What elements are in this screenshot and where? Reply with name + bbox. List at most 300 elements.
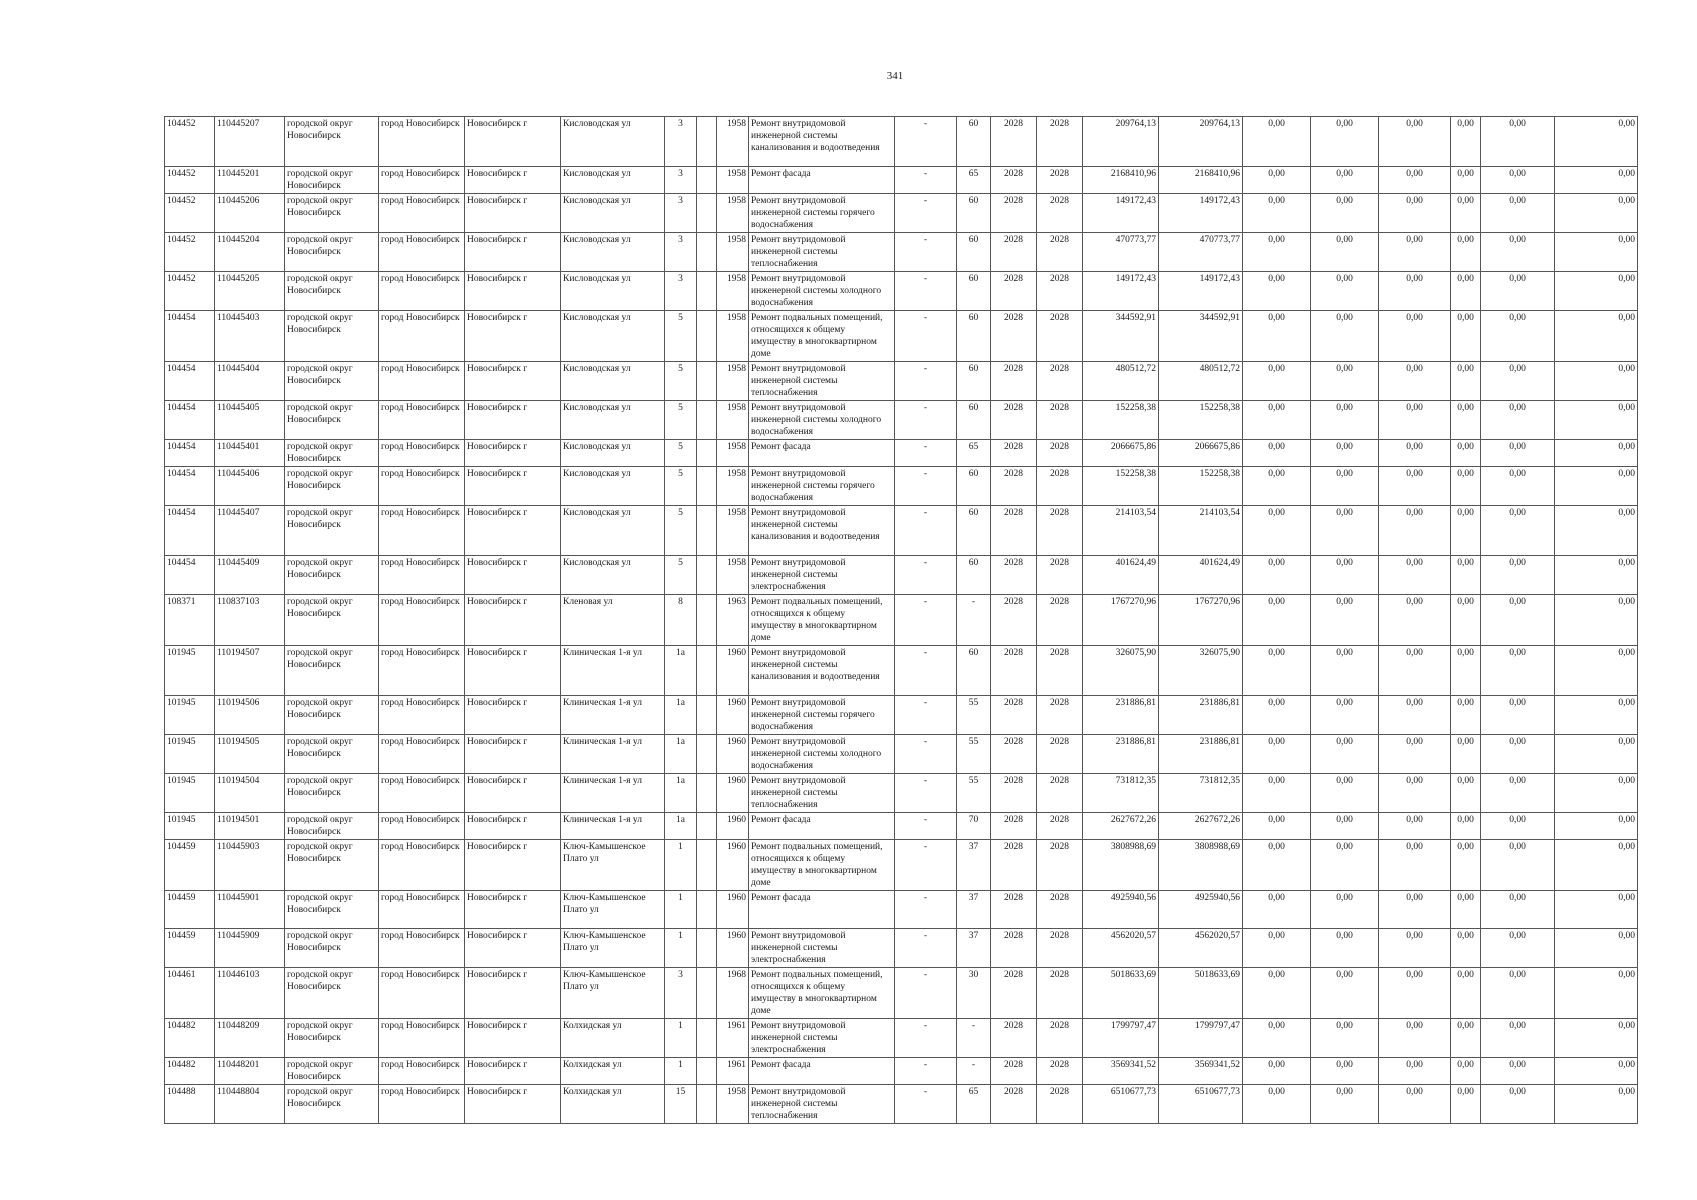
table-row xyxy=(165,813,1638,840)
cell-cost-total: 3808988,69 xyxy=(1083,840,1159,891)
cell-work-id: 110445201 xyxy=(215,167,285,194)
cell-cost-total: 401624,49 xyxy=(1083,556,1159,595)
cell-house-id: 104452 xyxy=(165,272,215,311)
table-row xyxy=(165,774,1638,813)
cell-cost-col-17: 0,00 xyxy=(1243,735,1311,774)
cell-work-id: 110445401 xyxy=(215,440,285,467)
cell-cost-col-19: 0,00 xyxy=(1379,891,1451,929)
cell-cost-col-18: 0,00 xyxy=(1311,440,1379,467)
cell-plan-year-to: 2028 xyxy=(1037,401,1083,440)
cell-cost-col-22: 0,00 xyxy=(1555,968,1638,1019)
cell-municipality: городской округ Новосибирск xyxy=(285,840,379,891)
cell-cost-col-22: 0,00 xyxy=(1555,1019,1638,1058)
cell-plan-year-to: 2028 xyxy=(1037,929,1083,968)
cell-cost-col-22: 0,00 xyxy=(1555,840,1638,891)
cell-col-11: - xyxy=(895,968,957,1019)
cell-building xyxy=(697,595,717,646)
cell-cost-col-21: 0,00 xyxy=(1481,1058,1555,1085)
cell-cost-fund: 480512,72 xyxy=(1159,362,1243,401)
cell-settlement: город Новосибирск xyxy=(379,194,465,233)
cell-municipality: городской округ Новосибирск xyxy=(285,272,379,311)
cell-year-built: 1961 xyxy=(717,1019,749,1058)
cell-settlement: город Новосибирск xyxy=(379,1019,465,1058)
cell-house-id: 104452 xyxy=(165,233,215,272)
cell-house-number: 1 xyxy=(665,1019,697,1058)
cell-plan-year-to: 2028 xyxy=(1037,467,1083,506)
cell-city: Новосибирск г xyxy=(465,311,561,362)
cell-work-type: Ремонт фасада xyxy=(749,440,895,467)
table-row xyxy=(165,311,1638,362)
cell-year-built: 1958 xyxy=(717,117,749,167)
cell-cost-col-17: 0,00 xyxy=(1243,233,1311,272)
cell-col-11: - xyxy=(895,735,957,774)
cell-cost-col-17: 0,00 xyxy=(1243,401,1311,440)
cell-city: Новосибирск г xyxy=(465,440,561,467)
cell-cost-total: 152258,38 xyxy=(1083,467,1159,506)
cell-settlement: город Новосибирск xyxy=(379,167,465,194)
table-row xyxy=(165,440,1638,467)
cell-year-built: 1960 xyxy=(717,813,749,840)
cell-city: Новосибирск г xyxy=(465,595,561,646)
table-row xyxy=(165,167,1638,194)
cell-cost-total: 149172,43 xyxy=(1083,194,1159,233)
cell-wear-percent: 60 xyxy=(957,646,991,696)
cell-plan-year-from: 2028 xyxy=(991,595,1037,646)
cell-year-built: 1958 xyxy=(717,272,749,311)
cell-cost-col-21: 0,00 xyxy=(1481,968,1555,1019)
cell-wear-percent: - xyxy=(957,1019,991,1058)
cell-cost-fund: 6510677,73 xyxy=(1159,1085,1243,1124)
cell-year-built: 1958 xyxy=(717,467,749,506)
cell-cost-col-20: 0,00 xyxy=(1451,117,1481,167)
cell-wear-percent: 55 xyxy=(957,696,991,735)
cell-cost-col-21: 0,00 xyxy=(1481,595,1555,646)
cell-municipality: городской округ Новосибирск xyxy=(285,167,379,194)
cell-year-built: 1958 xyxy=(717,233,749,272)
cell-wear-percent: 60 xyxy=(957,401,991,440)
cell-wear-percent: 60 xyxy=(957,467,991,506)
cell-cost-fund: 231886,81 xyxy=(1159,696,1243,735)
cell-cost-fund: 214103,54 xyxy=(1159,506,1243,556)
cell-municipality: городской округ Новосибирск xyxy=(285,556,379,595)
cell-col-11: - xyxy=(895,272,957,311)
table-row xyxy=(165,117,1638,167)
table-row xyxy=(165,1019,1638,1058)
cell-settlement: город Новосибирск xyxy=(379,272,465,311)
cell-cost-col-18: 0,00 xyxy=(1311,556,1379,595)
cell-cost-fund: 326075,90 xyxy=(1159,646,1243,696)
cell-cost-col-19: 0,00 xyxy=(1379,813,1451,840)
cell-municipality: городской округ Новосибирск xyxy=(285,968,379,1019)
cell-cost-col-19: 0,00 xyxy=(1379,272,1451,311)
cell-cost-col-17: 0,00 xyxy=(1243,362,1311,401)
cell-plan-year-from: 2028 xyxy=(991,1019,1037,1058)
cell-city: Новосибирск г xyxy=(465,117,561,167)
cell-plan-year-to: 2028 xyxy=(1037,595,1083,646)
table-row xyxy=(165,735,1638,774)
cell-city: Новосибирск г xyxy=(465,1085,561,1124)
cell-col-11: - xyxy=(895,929,957,968)
cell-cost-col-18: 0,00 xyxy=(1311,272,1379,311)
cell-cost-col-18: 0,00 xyxy=(1311,595,1379,646)
cell-street: Колхидская ул xyxy=(561,1085,665,1124)
cell-street: Кисловодская ул xyxy=(561,272,665,311)
cell-cost-col-18: 0,00 xyxy=(1311,1085,1379,1124)
cell-cost-col-22: 0,00 xyxy=(1555,506,1638,556)
cell-building xyxy=(697,891,717,929)
cell-cost-col-21: 0,00 xyxy=(1481,311,1555,362)
cell-cost-col-18: 0,00 xyxy=(1311,929,1379,968)
cell-municipality: городской округ Новосибирск xyxy=(285,401,379,440)
cell-municipality: городской округ Новосибирск xyxy=(285,467,379,506)
cell-work-type: Ремонт внутридомовой инженерной системы электроснабжения xyxy=(749,556,895,595)
cell-street: Ключ-Камышенское Плато ул xyxy=(561,840,665,891)
cell-work-type: Ремонт подвальных помещений, относящихся к общему имуществу в многоквартирном доме xyxy=(749,840,895,891)
cell-col-11: - xyxy=(895,117,957,167)
cell-wear-percent: 65 xyxy=(957,1085,991,1124)
cell-wear-percent: 55 xyxy=(957,735,991,774)
cell-house-number: 3 xyxy=(665,117,697,167)
table-row xyxy=(165,401,1638,440)
cell-cost-total: 209764,13 xyxy=(1083,117,1159,167)
cell-cost-col-18: 0,00 xyxy=(1311,467,1379,506)
cell-city: Новосибирск г xyxy=(465,891,561,929)
cell-work-type: Ремонт внутридомовой инженерной системы теплоснабжения xyxy=(749,362,895,401)
cell-cost-col-22: 0,00 xyxy=(1555,311,1638,362)
page-number: 341 xyxy=(886,70,904,82)
cell-work-id: 110448804 xyxy=(215,1085,285,1124)
cell-cost-col-17: 0,00 xyxy=(1243,440,1311,467)
cell-work-type: Ремонт фасада xyxy=(749,813,895,840)
cell-municipality: городской округ Новосибирск xyxy=(285,440,379,467)
cell-work-id: 110448209 xyxy=(215,1019,285,1058)
cell-work-id: 110194506 xyxy=(215,696,285,735)
cell-street: Клиническая 1-я ул xyxy=(561,646,665,696)
cell-cost-col-18: 0,00 xyxy=(1311,506,1379,556)
cell-municipality: городской округ Новосибирск xyxy=(285,813,379,840)
cell-house-id: 101945 xyxy=(165,646,215,696)
cell-work-id: 110448201 xyxy=(215,1058,285,1085)
cell-year-built: 1958 xyxy=(717,194,749,233)
cell-street: Кисловодская ул xyxy=(561,167,665,194)
cell-cost-col-22: 0,00 xyxy=(1555,646,1638,696)
cell-cost-col-17: 0,00 xyxy=(1243,1058,1311,1085)
cell-cost-col-22: 0,00 xyxy=(1555,556,1638,595)
cell-cost-col-20: 0,00 xyxy=(1451,696,1481,735)
cell-settlement: город Новосибирск xyxy=(379,813,465,840)
table-row xyxy=(165,556,1638,595)
cell-col-11: - xyxy=(895,556,957,595)
cell-plan-year-from: 2028 xyxy=(991,233,1037,272)
cell-cost-col-22: 0,00 xyxy=(1555,440,1638,467)
cell-cost-col-21: 0,00 xyxy=(1481,506,1555,556)
cell-building xyxy=(697,774,717,813)
table-row xyxy=(165,595,1638,646)
cell-municipality: городской округ Новосибирск xyxy=(285,117,379,167)
cell-city: Новосибирск г xyxy=(465,1019,561,1058)
cell-cost-col-18: 0,00 xyxy=(1311,167,1379,194)
cell-cost-fund: 344592,91 xyxy=(1159,311,1243,362)
cell-house-number: 1а xyxy=(665,813,697,840)
cell-cost-col-20: 0,00 xyxy=(1451,401,1481,440)
cell-cost-total: 2627672,26 xyxy=(1083,813,1159,840)
cell-street: Кисловодская ул xyxy=(561,506,665,556)
cell-settlement: город Новосибирск xyxy=(379,735,465,774)
cell-cost-total: 152258,38 xyxy=(1083,401,1159,440)
cell-cost-total: 6510677,73 xyxy=(1083,1085,1159,1124)
cell-house-id: 104454 xyxy=(165,556,215,595)
cell-cost-col-20: 0,00 xyxy=(1451,968,1481,1019)
table-row xyxy=(165,272,1638,311)
cell-plan-year-from: 2028 xyxy=(991,646,1037,696)
cell-cost-fund: 401624,49 xyxy=(1159,556,1243,595)
cell-street: Кисловодская ул xyxy=(561,311,665,362)
cell-work-type: Ремонт внутридомовой инженерной системы канализования и водоотведения xyxy=(749,117,895,167)
cell-cost-col-20: 0,00 xyxy=(1451,1058,1481,1085)
cell-work-id: 110445409 xyxy=(215,556,285,595)
cell-cost-col-20: 0,00 xyxy=(1451,774,1481,813)
cell-work-id: 110194507 xyxy=(215,646,285,696)
cell-settlement: город Новосибирск xyxy=(379,362,465,401)
cell-cost-col-18: 0,00 xyxy=(1311,813,1379,840)
cell-work-type: Ремонт внутридомовой инженерной системы теплоснабжения xyxy=(749,774,895,813)
cell-building xyxy=(697,362,717,401)
cell-house-number: 1 xyxy=(665,1058,697,1085)
cell-wear-percent: 60 xyxy=(957,233,991,272)
cell-house-id: 104459 xyxy=(165,840,215,891)
cell-house-number: 5 xyxy=(665,362,697,401)
cell-street: Кисловодская ул xyxy=(561,117,665,167)
cell-col-11: - xyxy=(895,401,957,440)
cell-city: Новосибирск г xyxy=(465,556,561,595)
cell-work-id: 110445206 xyxy=(215,194,285,233)
cell-cost-col-19: 0,00 xyxy=(1379,311,1451,362)
cell-cost-fund: 3808988,69 xyxy=(1159,840,1243,891)
cell-cost-fund: 2066675,86 xyxy=(1159,440,1243,467)
cell-building xyxy=(697,401,717,440)
cell-cost-col-20: 0,00 xyxy=(1451,272,1481,311)
cell-cost-col-17: 0,00 xyxy=(1243,840,1311,891)
cell-cost-col-17: 0,00 xyxy=(1243,646,1311,696)
cell-plan-year-to: 2028 xyxy=(1037,696,1083,735)
cell-cost-total: 231886,81 xyxy=(1083,696,1159,735)
cell-settlement: город Новосибирск xyxy=(379,467,465,506)
cell-cost-total: 1767270,96 xyxy=(1083,595,1159,646)
cell-plan-year-from: 2028 xyxy=(991,891,1037,929)
cell-house-number: 1а xyxy=(665,696,697,735)
cell-cost-col-19: 0,00 xyxy=(1379,556,1451,595)
cell-municipality: городской округ Новосибирск xyxy=(285,774,379,813)
cell-building xyxy=(697,167,717,194)
cell-municipality: городской округ Новосибирск xyxy=(285,194,379,233)
cell-plan-year-to: 2028 xyxy=(1037,117,1083,167)
cell-municipality: городской округ Новосибирск xyxy=(285,595,379,646)
cell-col-11: - xyxy=(895,646,957,696)
cell-work-id: 110445407 xyxy=(215,506,285,556)
cell-street: Кисловодская ул xyxy=(561,401,665,440)
cell-plan-year-to: 2028 xyxy=(1037,1085,1083,1124)
cell-cost-total: 470773,77 xyxy=(1083,233,1159,272)
cell-plan-year-from: 2028 xyxy=(991,506,1037,556)
cell-city: Новосибирск г xyxy=(465,696,561,735)
cell-house-id: 104454 xyxy=(165,440,215,467)
cell-cost-col-22: 0,00 xyxy=(1555,272,1638,311)
cell-house-id: 104454 xyxy=(165,362,215,401)
cell-house-id: 101945 xyxy=(165,696,215,735)
cell-cost-col-18: 0,00 xyxy=(1311,1019,1379,1058)
cell-plan-year-to: 2028 xyxy=(1037,311,1083,362)
cell-cost-col-21: 0,00 xyxy=(1481,929,1555,968)
cell-cost-col-20: 0,00 xyxy=(1451,646,1481,696)
cell-municipality: городской округ Новосибирск xyxy=(285,646,379,696)
cell-work-type: Ремонт внутридомовой инженерной системы холодного водоснабжения xyxy=(749,735,895,774)
cell-house-id: 104488 xyxy=(165,1085,215,1124)
cell-house-number: 1 xyxy=(665,840,697,891)
cell-house-number: 3 xyxy=(665,194,697,233)
cell-city: Новосибирск г xyxy=(465,840,561,891)
cell-settlement: город Новосибирск xyxy=(379,1085,465,1124)
cell-cost-total: 344592,91 xyxy=(1083,311,1159,362)
cell-plan-year-from: 2028 xyxy=(991,362,1037,401)
cell-col-11: - xyxy=(895,194,957,233)
cell-work-id: 110194504 xyxy=(215,774,285,813)
cell-work-type: Ремонт внутридомовой инженерной системы канализования и водоотведения xyxy=(749,506,895,556)
cell-street: Колхидская ул xyxy=(561,1019,665,1058)
cell-cost-fund: 2168410,96 xyxy=(1159,167,1243,194)
cell-cost-col-22: 0,00 xyxy=(1555,401,1638,440)
cell-cost-fund: 149172,43 xyxy=(1159,272,1243,311)
cell-year-built: 1958 xyxy=(717,556,749,595)
cell-house-id: 104459 xyxy=(165,891,215,929)
cell-work-id: 110445901 xyxy=(215,891,285,929)
cell-settlement: город Новосибирск xyxy=(379,440,465,467)
cell-cost-col-21: 0,00 xyxy=(1481,735,1555,774)
cell-plan-year-to: 2028 xyxy=(1037,813,1083,840)
cell-cost-col-21: 0,00 xyxy=(1481,556,1555,595)
cell-municipality: городской округ Новосибирск xyxy=(285,891,379,929)
cell-cost-col-17: 0,00 xyxy=(1243,556,1311,595)
cell-wear-percent: 65 xyxy=(957,440,991,467)
cell-cost-col-19: 0,00 xyxy=(1379,167,1451,194)
cell-plan-year-to: 2028 xyxy=(1037,233,1083,272)
cell-cost-col-22: 0,00 xyxy=(1555,117,1638,167)
cell-cost-col-19: 0,00 xyxy=(1379,440,1451,467)
cell-cost-col-17: 0,00 xyxy=(1243,194,1311,233)
cell-street: Ключ-Камышенское Плато ул xyxy=(561,968,665,1019)
cell-cost-col-18: 0,00 xyxy=(1311,774,1379,813)
cell-street: Ключ-Камышенское Плато ул xyxy=(561,929,665,968)
cell-cost-col-17: 0,00 xyxy=(1243,696,1311,735)
cell-plan-year-from: 2028 xyxy=(991,167,1037,194)
cell-house-id: 104459 xyxy=(165,929,215,968)
cell-house-id: 104452 xyxy=(165,117,215,167)
cell-street: Колхидская ул xyxy=(561,1058,665,1085)
cell-plan-year-to: 2028 xyxy=(1037,1058,1083,1085)
cell-cost-col-22: 0,00 xyxy=(1555,774,1638,813)
cell-cost-col-17: 0,00 xyxy=(1243,595,1311,646)
cell-municipality: городской округ Новосибирск xyxy=(285,506,379,556)
cell-work-type: Ремонт внутридомовой инженерной системы холодного водоснабжения xyxy=(749,401,895,440)
cell-cost-col-21: 0,00 xyxy=(1481,840,1555,891)
cell-col-11: - xyxy=(895,467,957,506)
cell-street: Кисловодская ул xyxy=(561,467,665,506)
cell-wear-percent: 60 xyxy=(957,362,991,401)
cell-house-number: 1а xyxy=(665,646,697,696)
cell-cost-col-22: 0,00 xyxy=(1555,167,1638,194)
cell-cost-total: 2066675,86 xyxy=(1083,440,1159,467)
cell-house-number: 3 xyxy=(665,167,697,194)
cell-cost-col-18: 0,00 xyxy=(1311,401,1379,440)
cell-plan-year-to: 2028 xyxy=(1037,968,1083,1019)
cell-cost-col-22: 0,00 xyxy=(1555,891,1638,929)
cell-work-id: 110445204 xyxy=(215,233,285,272)
cell-cost-col-21: 0,00 xyxy=(1481,696,1555,735)
cell-cost-col-21: 0,00 xyxy=(1481,440,1555,467)
cell-year-built: 1968 xyxy=(717,968,749,1019)
cell-work-id: 110445207 xyxy=(215,117,285,167)
cell-work-type: Ремонт фасада xyxy=(749,167,895,194)
cell-cost-fund: 149172,43 xyxy=(1159,194,1243,233)
cell-cost-col-17: 0,00 xyxy=(1243,117,1311,167)
cell-cost-total: 4562020,57 xyxy=(1083,929,1159,968)
table-row xyxy=(165,362,1638,401)
cell-plan-year-to: 2028 xyxy=(1037,167,1083,194)
cell-plan-year-to: 2028 xyxy=(1037,735,1083,774)
cell-settlement: город Новосибирск xyxy=(379,556,465,595)
cell-cost-col-18: 0,00 xyxy=(1311,696,1379,735)
cell-cost-col-19: 0,00 xyxy=(1379,646,1451,696)
cell-cost-col-17: 0,00 xyxy=(1243,813,1311,840)
cell-cost-col-20: 0,00 xyxy=(1451,813,1481,840)
cell-cost-col-22: 0,00 xyxy=(1555,1085,1638,1124)
cell-work-id: 110445903 xyxy=(215,840,285,891)
cell-cost-total: 731812,35 xyxy=(1083,774,1159,813)
cell-work-id: 110446103 xyxy=(215,968,285,1019)
cell-col-11: - xyxy=(895,1085,957,1124)
cell-cost-fund: 231886,81 xyxy=(1159,735,1243,774)
table-row xyxy=(165,194,1638,233)
cell-work-type: Ремонт внутридомовой инженерной системы горячего водоснабжения xyxy=(749,194,895,233)
cell-wear-percent: 60 xyxy=(957,311,991,362)
cell-cost-col-18: 0,00 xyxy=(1311,194,1379,233)
cell-work-id: 110194505 xyxy=(215,735,285,774)
cell-work-id: 110837103 xyxy=(215,595,285,646)
cell-year-built: 1960 xyxy=(717,840,749,891)
capital-repair-table xyxy=(164,116,1638,1124)
cell-wear-percent: - xyxy=(957,595,991,646)
cell-cost-total: 326075,90 xyxy=(1083,646,1159,696)
cell-city: Новосибирск г xyxy=(465,362,561,401)
cell-settlement: город Новосибирск xyxy=(379,506,465,556)
cell-cost-fund: 3569341,52 xyxy=(1159,1058,1243,1085)
cell-cost-fund: 152258,38 xyxy=(1159,401,1243,440)
cell-wear-percent: 55 xyxy=(957,774,991,813)
cell-plan-year-from: 2028 xyxy=(991,696,1037,735)
cell-cost-col-20: 0,00 xyxy=(1451,311,1481,362)
cell-cost-total: 149172,43 xyxy=(1083,272,1159,311)
cell-cost-col-22: 0,00 xyxy=(1555,735,1638,774)
cell-cost-col-20: 0,00 xyxy=(1451,233,1481,272)
cell-year-built: 1960 xyxy=(717,774,749,813)
cell-plan-year-to: 2028 xyxy=(1037,774,1083,813)
cell-plan-year-from: 2028 xyxy=(991,311,1037,362)
cell-municipality: городской округ Новосибирск xyxy=(285,1085,379,1124)
cell-settlement: город Новосибирск xyxy=(379,929,465,968)
cell-work-id: 110445404 xyxy=(215,362,285,401)
cell-house-id: 101945 xyxy=(165,813,215,840)
cell-cost-col-18: 0,00 xyxy=(1311,362,1379,401)
cell-cost-col-17: 0,00 xyxy=(1243,774,1311,813)
